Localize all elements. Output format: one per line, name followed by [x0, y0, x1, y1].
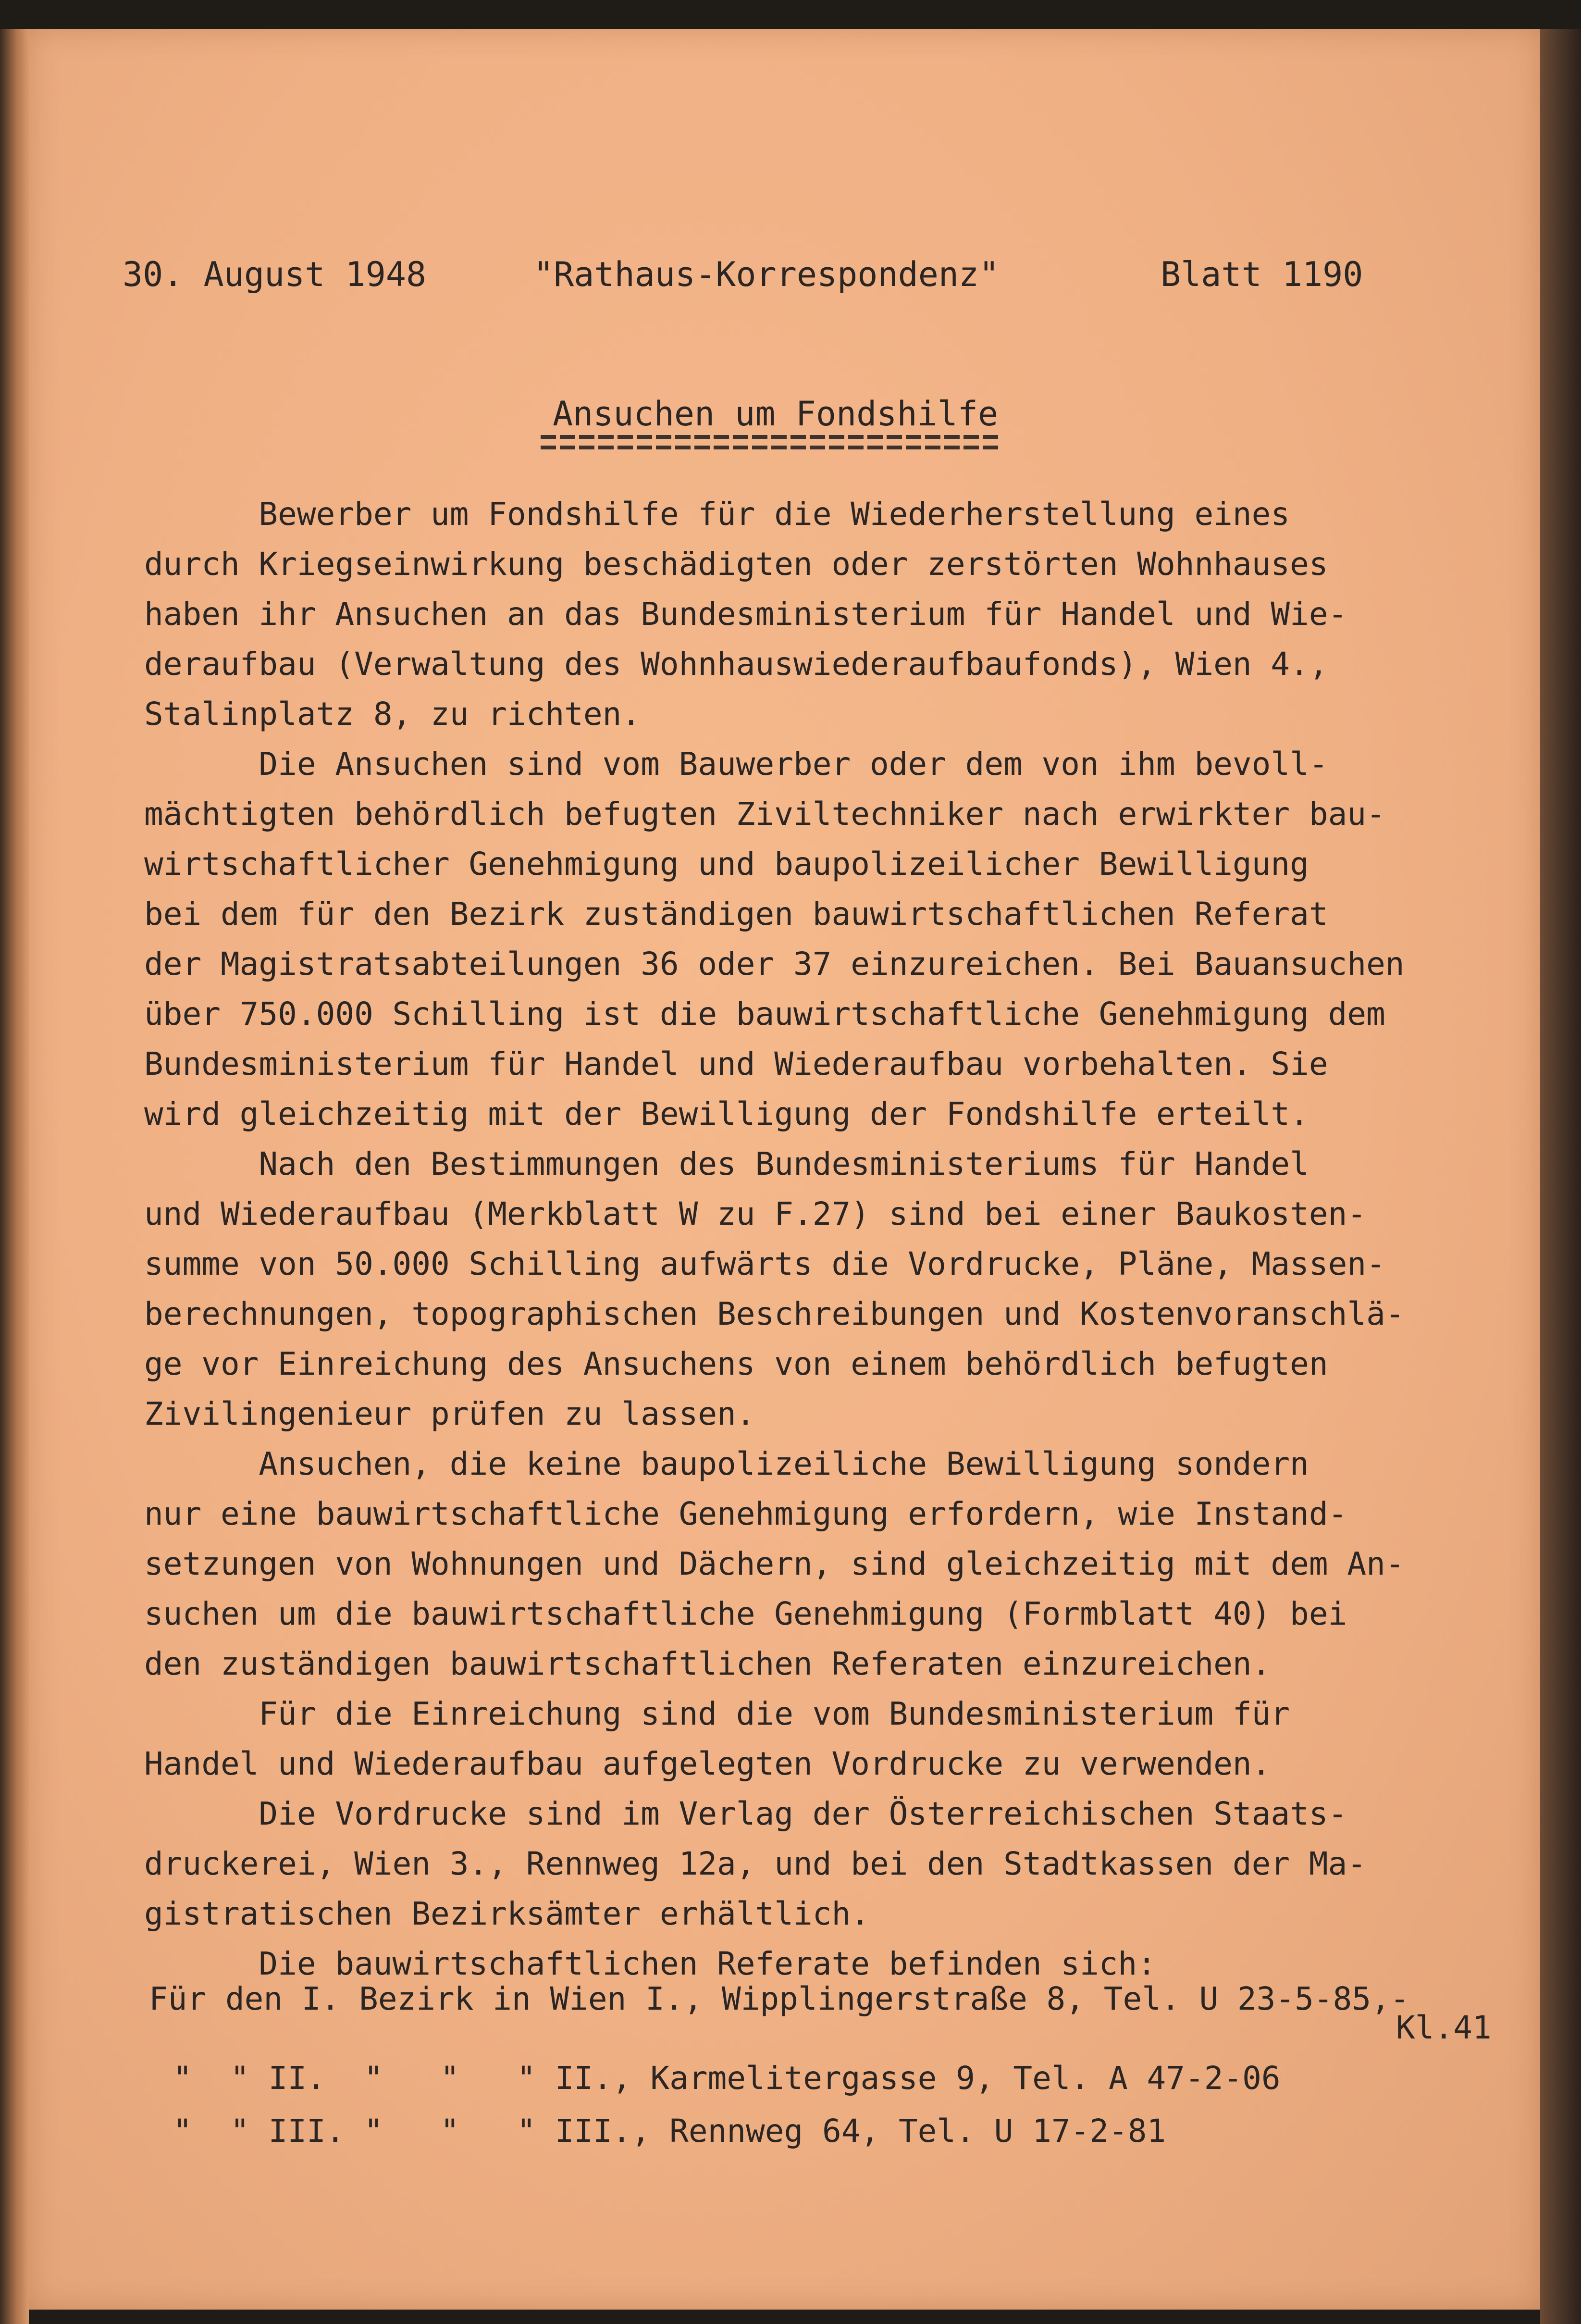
body-line: Für die Einreichung sind die vom Bundesministerium für — [144, 1695, 1290, 1732]
body-line: setzungen von Wohnungen und Dächern, sind gleichzeitig mit dem An- — [144, 1545, 1405, 1582]
body-line: suchen um die bauwirtschaftliche Genehmigung (Formblatt 40) bei — [144, 1595, 1347, 1632]
district-line-3: " " III. " " " III., Rennweg 64, Tel. U 17-2-81 — [173, 2113, 1166, 2150]
body-line: berechnungen, topographischen Beschreibungen und Kostenvoranschlä- — [144, 1295, 1405, 1332]
body-line: haben ihr Ansuchen an das Bundesministerium für Handel und Wie- — [144, 596, 1347, 633]
body-line: durch Kriegseinwirkung beschädigten oder zerstörten Wohnhauses — [144, 546, 1328, 583]
body-line: Stalinplatz 8, zu richten. — [144, 696, 641, 733]
body-line: Nach den Bestimmungen des Bundesministeriums für Handel — [144, 1145, 1309, 1182]
body-line: Zivilingenieur prüfen zu lassen. — [144, 1395, 755, 1432]
header-date: 30. August 1948 — [123, 255, 427, 294]
district-line-1: Für den I. Bezirk in Wien I., Wipplingerstraße 8, Tel. U 23-5-85,- — [149, 1980, 1409, 2017]
body-line: druckerei, Wien 3., Rennweg 12a, und bei den Stadtkassen der Ma- — [144, 1845, 1367, 1882]
title-double-underline — [541, 435, 1000, 451]
body-line: der Magistratsabteilungen 36 oder 37 einzureichen. Bei Bauansuchen — [144, 945, 1405, 982]
body-line: ge vor Einreichung des Ansuchens von einem behördlich befugten — [144, 1345, 1328, 1382]
page-edge-right — [1540, 29, 1581, 2324]
body-line: Ansuchen, die keine baupolizeiliche Bewilligung sondern — [144, 1445, 1309, 1482]
district-line-1-extension: Kl.41 — [1396, 2009, 1492, 2046]
body-line: summe von 50.000 Schilling aufwärts die Vordrucke, Pläne, Massen- — [144, 1245, 1385, 1282]
body-line: mächtigten behördlich befugten Ziviltechniker nach erwirkter bau- — [144, 795, 1385, 833]
body-line: wird gleichzeitig mit der Bewilligung der Fondshilfe erteilt. — [144, 1095, 1309, 1132]
document-body — [144, 489, 1485, 1989]
header-sheet-number: Blatt 1190 — [1161, 255, 1363, 294]
body-line: Die Vordrucke sind im Verlag der Österreichischen Staats- — [144, 1795, 1347, 1832]
body-line: wirtschaftlicher Genehmigung und baupolizeilicher Bewilligung — [144, 845, 1309, 882]
body-line: nur eine bauwirtschaftliche Genehmigung erfordern, wie Instand- — [144, 1495, 1347, 1532]
page-edge-left — [0, 29, 29, 2324]
body-line: gistratischen Bezirksämter erhältlich. — [144, 1895, 870, 1932]
body-line: und Wiederaufbau (Merkblatt W zu F.27) sind bei einer Baukosten- — [144, 1195, 1367, 1232]
document-title: Ansuchen um Fondshilfe — [553, 394, 999, 434]
body-line: bei dem für den Bezirk zuständigen bauwirtschaftlichen Referat — [144, 895, 1328, 932]
body-line: über 750.000 Schilling ist die bauwirtschaftliche Genehmigung dem — [144, 995, 1385, 1032]
body-line: Bewerber um Fondshilfe für die Wiederherstellung eines — [144, 496, 1290, 533]
header-publication: "Rathaus-Korrespondenz" — [533, 255, 1000, 294]
body-line: Die bauwirtschaftlichen Referate befinden sich: — [144, 1945, 1156, 1982]
body-line: Handel und Wiederaufbau aufgelegten Vordrucke zu verwenden. — [144, 1745, 1271, 1782]
district-line-2: " " II. " " " II., Karmelitergasse 9, Tel. A 47-2-06 — [173, 2060, 1281, 2097]
body-line: Bundesministerium für Handel und Wiederaufbau vorbehalten. Sie — [144, 1045, 1328, 1082]
body-line: Die Ansuchen sind vom Bauwerber oder dem von ihm bevoll- — [144, 746, 1328, 783]
body-line: deraufbau (Verwaltung des Wohnhauswiederaufbaufonds), Wien 4., — [144, 646, 1328, 683]
body-line: den zuständigen bauwirtschaftlichen Referaten einzureichen. — [144, 1645, 1271, 1682]
